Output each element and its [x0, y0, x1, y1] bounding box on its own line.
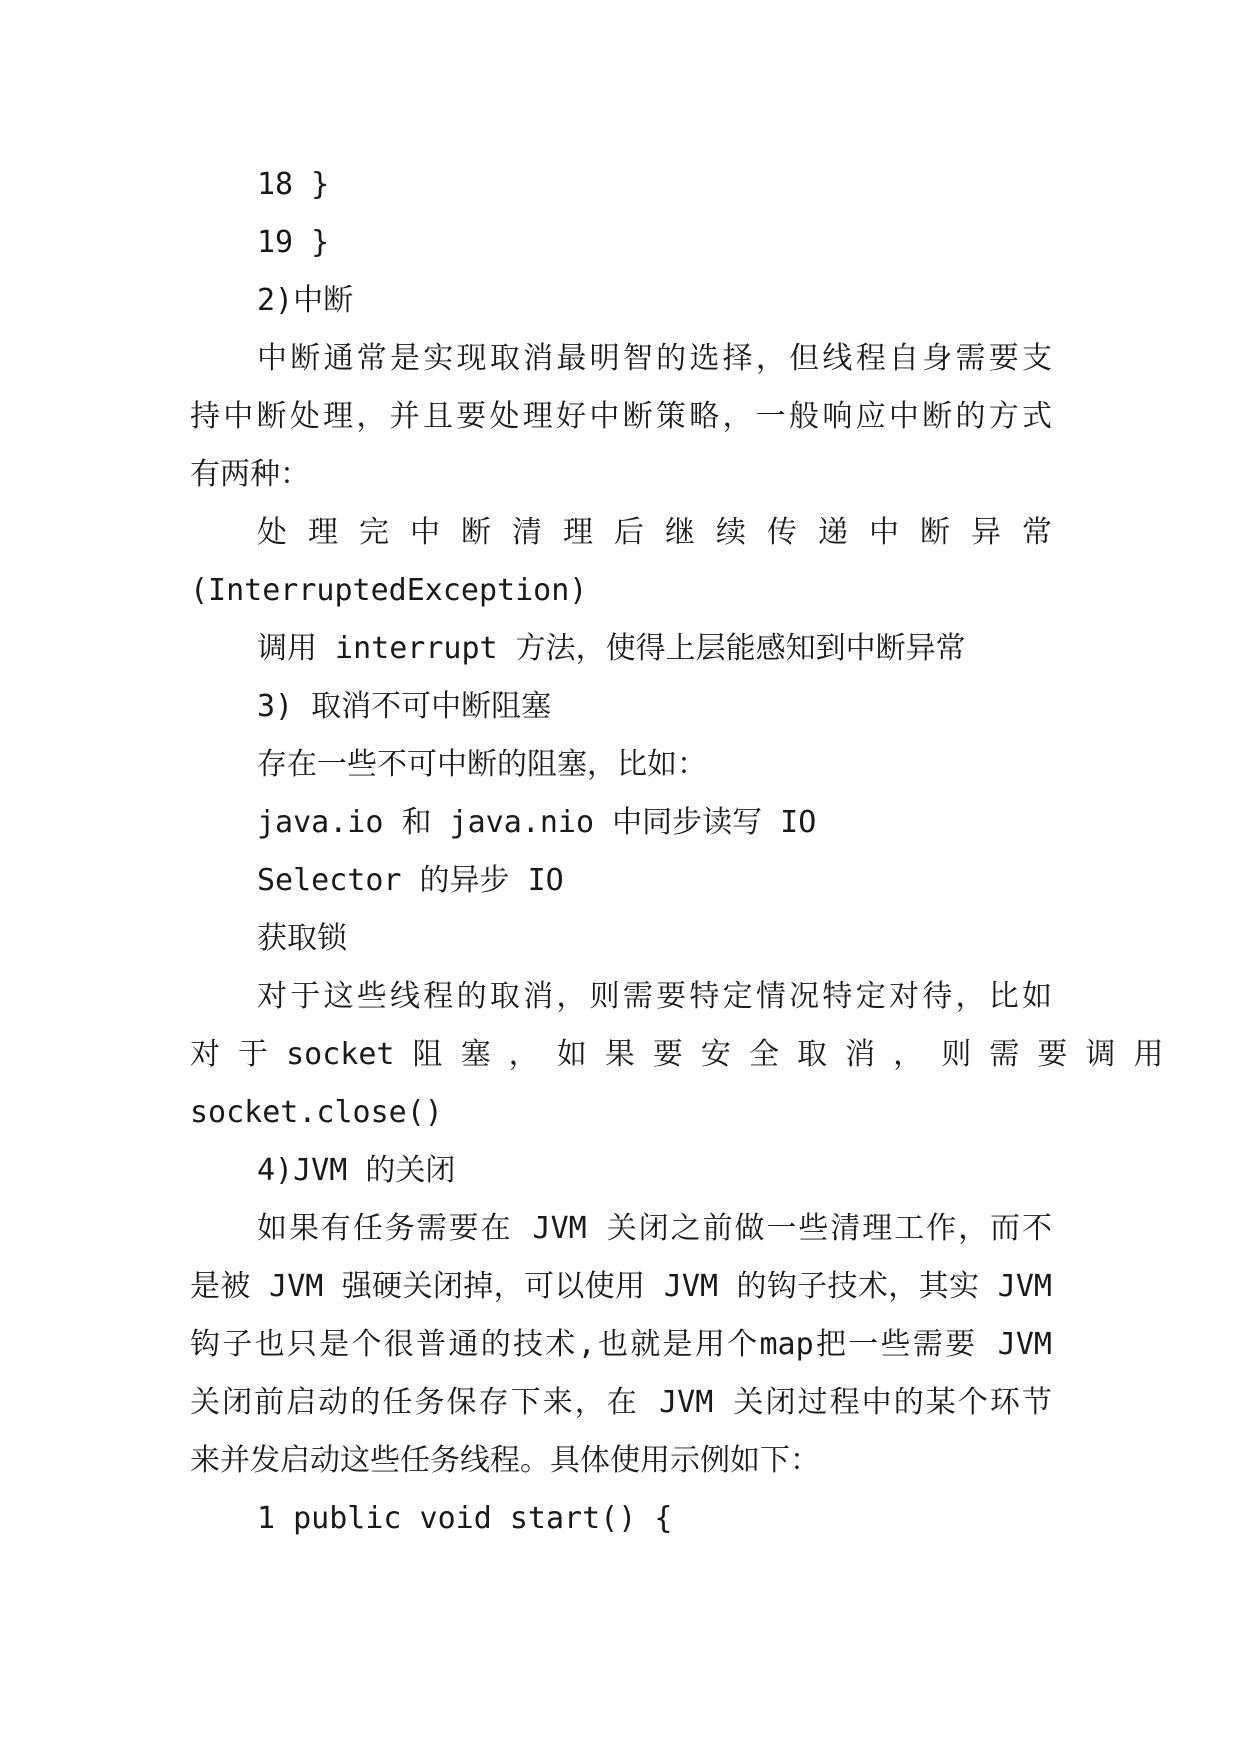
- code-line-18: 18 }: [257, 167, 330, 202]
- paragraph-line: socket.close(): [190, 1095, 443, 1130]
- section-heading-uninterruptible: 3) 取消不可中断阻塞: [257, 689, 552, 724]
- list-item-line: 获取锁: [257, 921, 347, 956]
- list-item-line: 调用 interrupt 方法，使得上层能感知到中断异常: [257, 631, 966, 666]
- paragraph-line: 关闭前启动的任务保存下来，在 JVM 关闭过程中的某个环节: [190, 1385, 1052, 1420]
- paragraph-line: 持中断处理，并且要处理好中断策略，一般响应中断的方式: [190, 399, 1052, 434]
- paragraph-line: 有两种：: [190, 457, 310, 492]
- paragraph-line: 中断通常是实现取消最明智的选择，但线程自身需要支: [257, 341, 1052, 376]
- section-heading-jvm-shutdown: 4)JVM 的关闭: [257, 1153, 456, 1188]
- code-line-19: 19 }: [257, 225, 330, 260]
- paragraph-line: 存在一些不可中断的阻塞，比如：: [257, 747, 707, 782]
- section-heading-interrupt: 2)中断: [257, 283, 354, 318]
- list-item-line: 处 理 完 中 断 清 理 后 继 续 传 递 中 断 异 常: [257, 515, 1052, 550]
- paragraph-line: 对 于 socket 阻 塞 ， 如 果 要 安 全 取 消 ， 则 需 要 调 用: [190, 1037, 1164, 1072]
- list-item-line: Selector 的异步 IO: [257, 863, 564, 898]
- paragraph-line: 对于这些线程的取消，则需要特定情况特定对待，比如: [257, 979, 1052, 1014]
- paragraph-line: 来并发启动这些任务线程。具体使用示例如下：: [190, 1443, 820, 1478]
- paragraph-line: 是被 JVM 强硬关闭掉，可以使用 JVM 的钩子技术，其实 JVM: [190, 1269, 1052, 1304]
- paragraph-line: 钩子也只是个很普通的技术,也就是用个map把一些需要 JVM: [190, 1327, 1052, 1362]
- list-item-line: java.io 和 java.nio 中同步读写 IO: [257, 805, 817, 840]
- list-item-line: (InterruptedException): [190, 573, 588, 608]
- paragraph-line: 如果有任务需要在 JVM 关闭之前做一些清理工作，而不: [257, 1211, 1052, 1246]
- code-line-1: 1 public void start() {: [257, 1501, 673, 1536]
